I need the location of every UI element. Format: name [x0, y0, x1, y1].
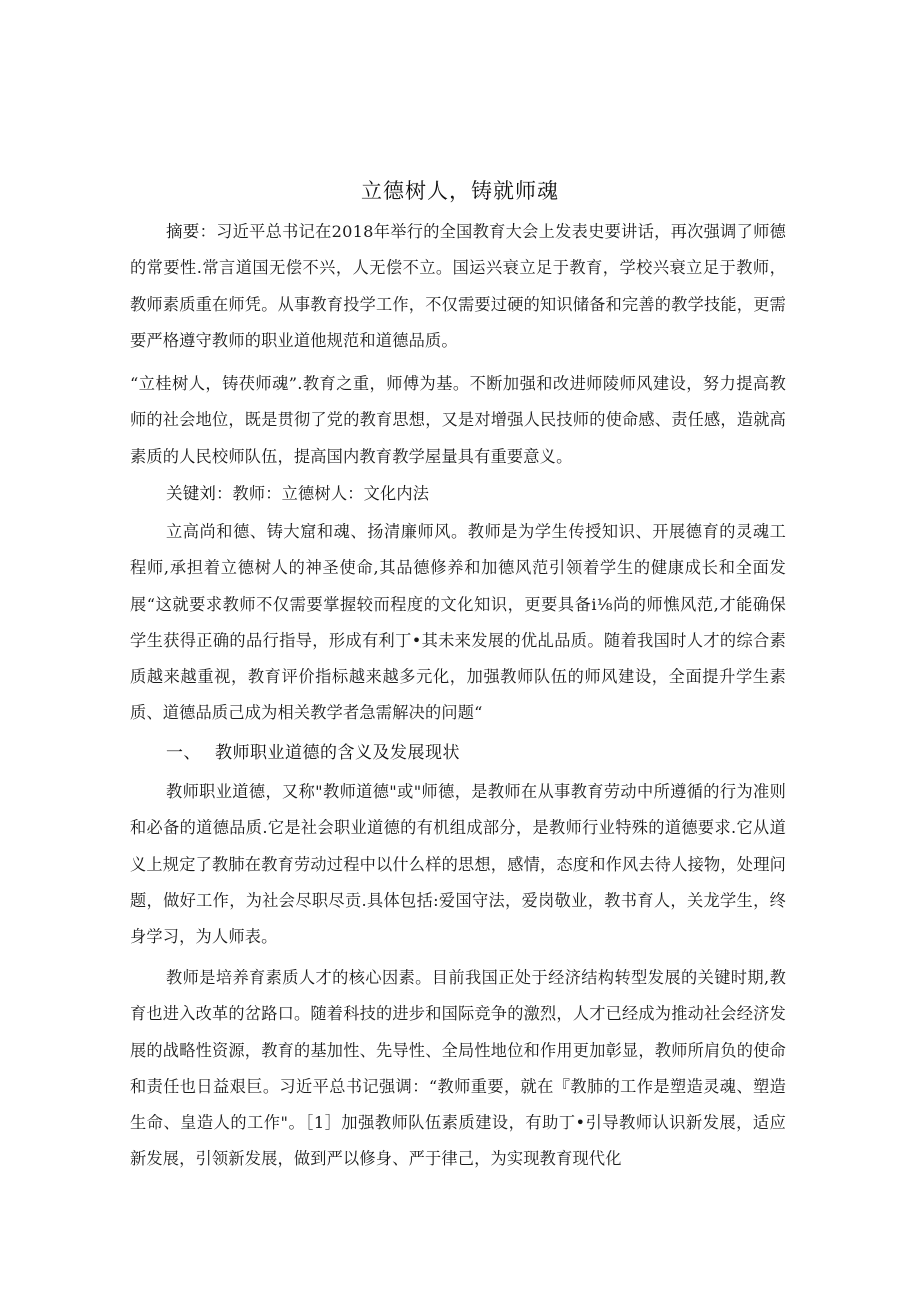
abstract-continued-paragraph: “立桂树人，铸茯师魂”.教育之重，师傅为基。不断加强和改进师陵师风建设，努力提高教师的社会地位，既是贯彻了党的教育思想，又是对增强人民技师的使命感、责任感，造就高素质的人民校师队伍，提高国内教育教学屋量具有重要意义。 [130, 374, 786, 466]
abstract-paragraph [130, 214, 786, 359]
section-title: 教师职业道德的含义及发展现状 [215, 743, 460, 763]
section-heading [166, 738, 460, 768]
intro-paragraph: 立高尚和德、铸大窟和魂、扬清廉师风。教师是为学生传授知识、开展德育的灵魂工程师,承担着立德树人的神圣使命,其品德修养和加德风范引领着学生的健康成长和全面发展“这就要求教师不仅需要掌握较而程度的文化知识，更要具备i⅛尚的师憔风范,才能确保学生获得正确的品行指导，形成有利丁•其未来发展的优乩品质。随着我国时人才的综合素质越来越重视，教育评价指标越来越多元化，加强教师队伍的师风建设，全面提升学生素质、道德品质己成为相关教学者急需解决的问题“ [130, 522, 786, 723]
section-paragraph-2: 教师是培养育素质人才的核心因素。目前我国正处于经济结构转型发展的关键时期,教育也进入改革的岔路口。随着科技的进步和国际竞争的激烈，人才已经成为推动社会经济发展的战略性资源，教育的基加性、先导性、全局性地位和作用更加彰显，教师所肩负的使命和责任也日益艰巨。习近平总书记强调：“教师重要，就在『教肺的工作是塑造灵魂、塑造生命、皇造人的工作"。［1］加强教师队伍素质建设，有助丁•引导教师认识新发展，适应新发展，引领新发展，做到严以修身、严于律己，为实现教育现代化 [130, 968, 786, 1169]
section-paragraph-1: 教师职业道德，又称"教师道德"或"师德，是教师在从事教育劳动中所遵循的行为准则和必备的道德品质.它是社会职业道德的有机组成部分，是教师行业特殊的道德要求.它从道义上规定了教肺在教育劳动过程中以什么样的思想，感情，态度和作风去待人接物，处理问题，做好工作，为社会尽职尽贡.具体包括:爱国守法，爱岗敬业，教书育人，关龙学生，终身学习，为人师表。 [130, 782, 786, 947]
keywords-text: ：教师：立德树人：文化内法 [216, 484, 430, 503]
abstract-text: ：习近平总书记在2018年举行的全国教育大会上发表史要讲话，再次强调了师德的常要性.常言道国无偿不兴，人无偿不立。国运兴衰立足于教育，学校兴衰立足于教师，教师素质重在师凭。从事教育投学工作，不仅需要过硬的知识储备和完善的教学技能，更需要严格遵守教师的职业道他规范和道德品质。 [130, 222, 787, 350]
section-number: 一、 [166, 743, 201, 763]
keywords-label: 关键刘 [166, 484, 217, 503]
keywords-paragraph [130, 476, 786, 512]
document-title: 立德树人，铸就师魂 [361, 179, 559, 203]
abstract-label: 摘要 [166, 222, 200, 241]
